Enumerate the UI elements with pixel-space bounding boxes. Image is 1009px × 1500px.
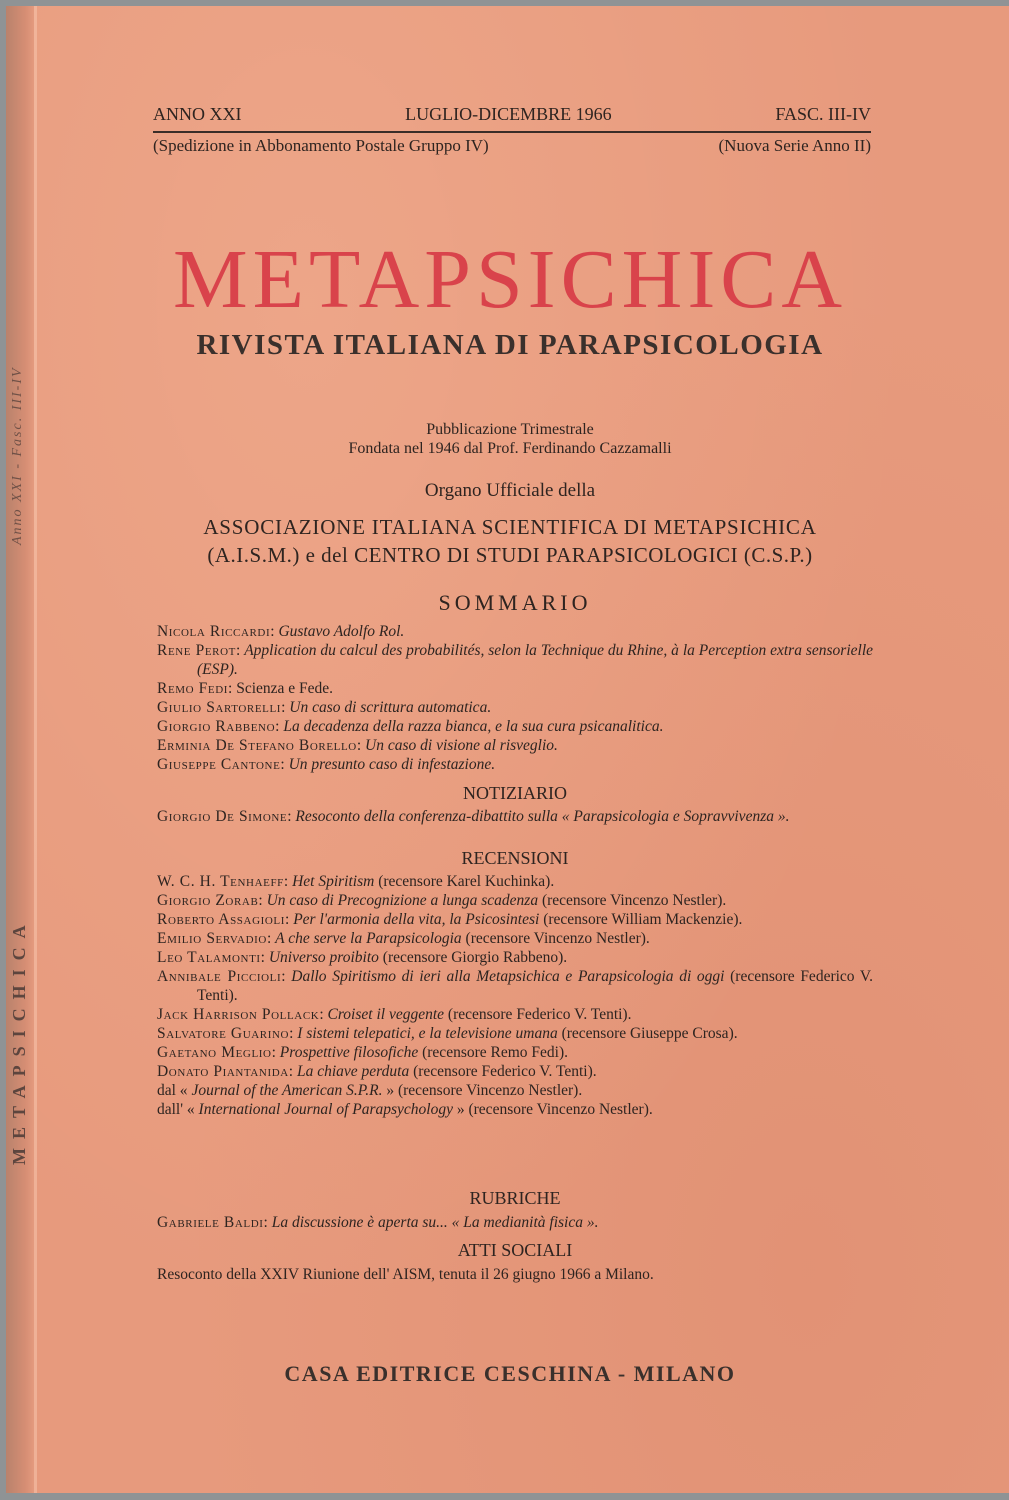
entry-separator: : xyxy=(266,930,276,947)
entry-title: Un caso di scrittura automatica. xyxy=(289,699,492,716)
entry-separator: : xyxy=(285,911,294,928)
association-line-2: (A.I.S.M.) e del CENTRO DI STUDI PARAPSICOLOGICI (C.S.P.) xyxy=(207,543,813,567)
toc-recensioni xyxy=(157,872,873,1119)
entry-separator: : xyxy=(283,873,293,890)
spine-fold xyxy=(34,6,37,1493)
entry-separator: : xyxy=(356,737,366,754)
serie-label: (Nuova Serie Anno II) xyxy=(718,136,871,155)
entry-separator: : xyxy=(263,1214,272,1231)
entry-author: Giorgio Zorab xyxy=(157,892,259,909)
toc-entry xyxy=(157,948,873,967)
entry-note: Resoconto della XXIV Riunione dell' AISM, tenuta il 26 giugno 1966 a Milano. xyxy=(157,1266,654,1283)
entry-title: Gustavo Adolfo Rol. xyxy=(278,623,405,640)
entry-separator: dal « xyxy=(157,1082,192,1099)
entry-note: (recensore Federico V. Tenti). xyxy=(444,1006,632,1023)
toc-entry xyxy=(157,679,873,698)
toc-entry xyxy=(157,1100,873,1119)
spine-issue: Anno XXI - Fasc. III-IV xyxy=(10,366,25,545)
entry-note: (recensore Giuseppe Crosa). xyxy=(557,1025,738,1042)
entry-author: Nicola Riccardi xyxy=(157,623,271,640)
toc-entry xyxy=(157,1213,873,1232)
entry-note: Scienza e Fede. xyxy=(236,680,334,697)
masthead-title: METAPSICHICA xyxy=(172,233,847,326)
toc-entry xyxy=(157,1043,873,1062)
toc-rubriche xyxy=(157,1213,873,1232)
toc-entry xyxy=(157,891,873,910)
toc-entry xyxy=(157,1024,873,1043)
entry-author: Giulio Sartorelli xyxy=(157,699,282,716)
toc-entry xyxy=(157,755,873,774)
entry-title: A che serve la Parapsicologia xyxy=(275,930,462,947)
organo-label: Organo Ufficiale della xyxy=(424,480,596,501)
entry-author: Giorgio De Simone xyxy=(157,808,288,825)
entry-title: International Journal of Parapsychology xyxy=(198,1101,453,1118)
toc-entry xyxy=(157,698,873,717)
header-rule xyxy=(153,131,871,133)
toc-entry xyxy=(157,929,873,948)
entry-separator: : xyxy=(271,1044,280,1061)
publication-frequency: Pubblicazione Trimestrale xyxy=(426,421,594,438)
entry-author: Donato Piantanida xyxy=(157,1063,289,1080)
entry-note: (recensore Vincenzo Nestler). xyxy=(538,892,727,909)
toc-entry xyxy=(157,967,873,1005)
entry-title: Dallo Spiritismo di ieri alla Metapsichica e Parapsicologia di oggi xyxy=(291,968,725,985)
entry-title: La discussione è aperta su... « La medianità fisica ». xyxy=(271,1214,599,1231)
entry-author: Emilio Servadio xyxy=(157,930,267,947)
entry-author: Gaetano Meglio xyxy=(157,1044,272,1061)
entry-note: » (recensore Vincenzo Nestler). xyxy=(452,1101,653,1118)
entry-author: Gabriele Baldi xyxy=(157,1214,264,1231)
toc-entry xyxy=(157,717,873,736)
entry-title: Per l'armonia della vita, la Psicosintesi xyxy=(293,911,540,928)
entry-separator: : xyxy=(289,1025,298,1042)
entry-note: (recensore Karel Kuchinka). xyxy=(374,873,555,890)
entry-title: Journal of the American S.P.R. xyxy=(191,1082,383,1099)
entry-author: Remo Fedi xyxy=(157,680,229,697)
entry-title: Application du calcul des probabilités, selon la Technique du Rhine, à la Perception extra sensorielle (ESP). xyxy=(197,642,874,678)
entry-author: Jack Harrison Pollack xyxy=(157,1006,320,1023)
toc-notiziario xyxy=(157,807,873,826)
entry-separator: : xyxy=(228,680,237,697)
entry-title: Un presunto caso di infestazione. xyxy=(288,756,496,773)
entry-title: Het Spiritism xyxy=(292,873,375,890)
entry-author: Leo Talamonti xyxy=(157,949,261,966)
atti-heading: ATTI SOCIALI xyxy=(457,1240,573,1260)
entry-author: Salvatore Guarino xyxy=(157,1025,290,1042)
toc-atti xyxy=(157,1265,873,1284)
entry-separator: : xyxy=(288,1063,297,1080)
entry-note: (recensore Vincenzo Nestler). xyxy=(461,930,650,947)
association-line-1: ASSOCIAZIONE ITALIANA SCIENTIFICA DI METAPSICHICA xyxy=(203,515,817,539)
entry-separator: : xyxy=(281,699,290,716)
entry-note: (recensore Federico V. Tenti). xyxy=(197,968,873,1004)
spine-title: METAPSICHICA xyxy=(9,916,29,1165)
entry-separator: : xyxy=(235,642,245,659)
entry-author: Annibale Piccioli xyxy=(157,968,282,985)
entry-author: W. C. H. Tenhaeff xyxy=(157,873,284,890)
spedizione-label: (Spedizione in Abbonamento Postale Gruppo IV) xyxy=(153,136,489,155)
sommario-heading: SOMMARIO xyxy=(438,590,592,615)
entry-author: Rene Perot xyxy=(157,642,236,659)
toc-entry xyxy=(157,736,873,755)
toc-entry xyxy=(157,622,873,641)
notiziario-heading: NOTIZIARIO xyxy=(463,783,567,803)
entry-separator: : xyxy=(258,892,267,909)
entry-title: La decadenza della razza bianca, e la sua cura psicanalitica. xyxy=(283,718,664,735)
entry-note: (recensore Remo Fedi). xyxy=(418,1044,569,1061)
period-label: LUGLIO-DICEMBRE 1966 xyxy=(405,104,612,124)
entry-title: Un caso di Precognizione a lunga scadenza xyxy=(266,892,539,909)
entry-separator: : xyxy=(260,949,269,966)
entry-note: » (recensore Vincenzo Nestler). xyxy=(382,1082,583,1099)
entry-note: (recensore Giorgio Rabbeno). xyxy=(378,949,568,966)
entry-title: Croiset il veggente xyxy=(327,1006,445,1023)
entry-title: Un caso di visione al risveglio. xyxy=(365,737,558,754)
entry-note: (recensore Federico V. Tenti). xyxy=(409,1063,597,1080)
toc-entry xyxy=(157,807,873,826)
entry-separator: : xyxy=(280,756,289,773)
entry-separator: : xyxy=(287,808,296,825)
entry-separator: : xyxy=(275,718,284,735)
entry-title: Universo proibito xyxy=(268,949,379,966)
toc-articles xyxy=(157,622,873,774)
entry-author: Giorgio Rabbeno xyxy=(157,718,276,735)
fascicolo-label: FASC. III-IV xyxy=(775,104,871,124)
entry-title: Resoconto della conferenza-dibattito sulla « Parapsicologia e Sopravvivenza ». xyxy=(295,808,790,825)
issue-subheader xyxy=(153,136,871,156)
entry-separator: : xyxy=(319,1006,328,1023)
entry-separator: : xyxy=(270,623,279,640)
toc-entry xyxy=(157,872,873,891)
entry-note: (recensore William Mackenzie). xyxy=(539,911,743,928)
entry-title: Prospettive filosofiche xyxy=(279,1044,419,1061)
toc-entry xyxy=(157,1265,873,1284)
toc-entry xyxy=(157,1062,873,1081)
spine xyxy=(6,6,34,1493)
toc-entry xyxy=(157,641,873,679)
entry-title: La chiave perduta xyxy=(296,1063,410,1080)
entry-author: Roberto Assagioli xyxy=(157,911,286,928)
publisher-imprint: CASA EDITRICE CESCHINA - MILANO xyxy=(284,1361,736,1386)
entry-author: Erminia De Stefano Borello xyxy=(157,737,357,754)
rubriche-heading: RUBRICHE xyxy=(469,1188,561,1208)
masthead-subtitle: RIVISTA ITALIANA DI PARAPSICOLOGIA xyxy=(196,329,824,361)
toc-entry xyxy=(157,1081,873,1100)
issue-header xyxy=(153,104,871,125)
entry-separator: : xyxy=(281,968,292,985)
toc-entry xyxy=(157,910,873,929)
entry-title: I sistemi telepatici, e la televisione umana xyxy=(297,1025,558,1042)
publication-founded: Fondata nel 1946 dal Prof. Ferdinando Cazzamalli xyxy=(348,440,672,457)
entry-separator: dall' « xyxy=(157,1101,199,1118)
recensioni-heading: RECENSIONI xyxy=(461,848,569,868)
toc-entry xyxy=(157,1005,873,1024)
anno-label: ANNO XXI xyxy=(153,104,242,124)
entry-author: Giuseppe Cantone xyxy=(157,756,281,773)
